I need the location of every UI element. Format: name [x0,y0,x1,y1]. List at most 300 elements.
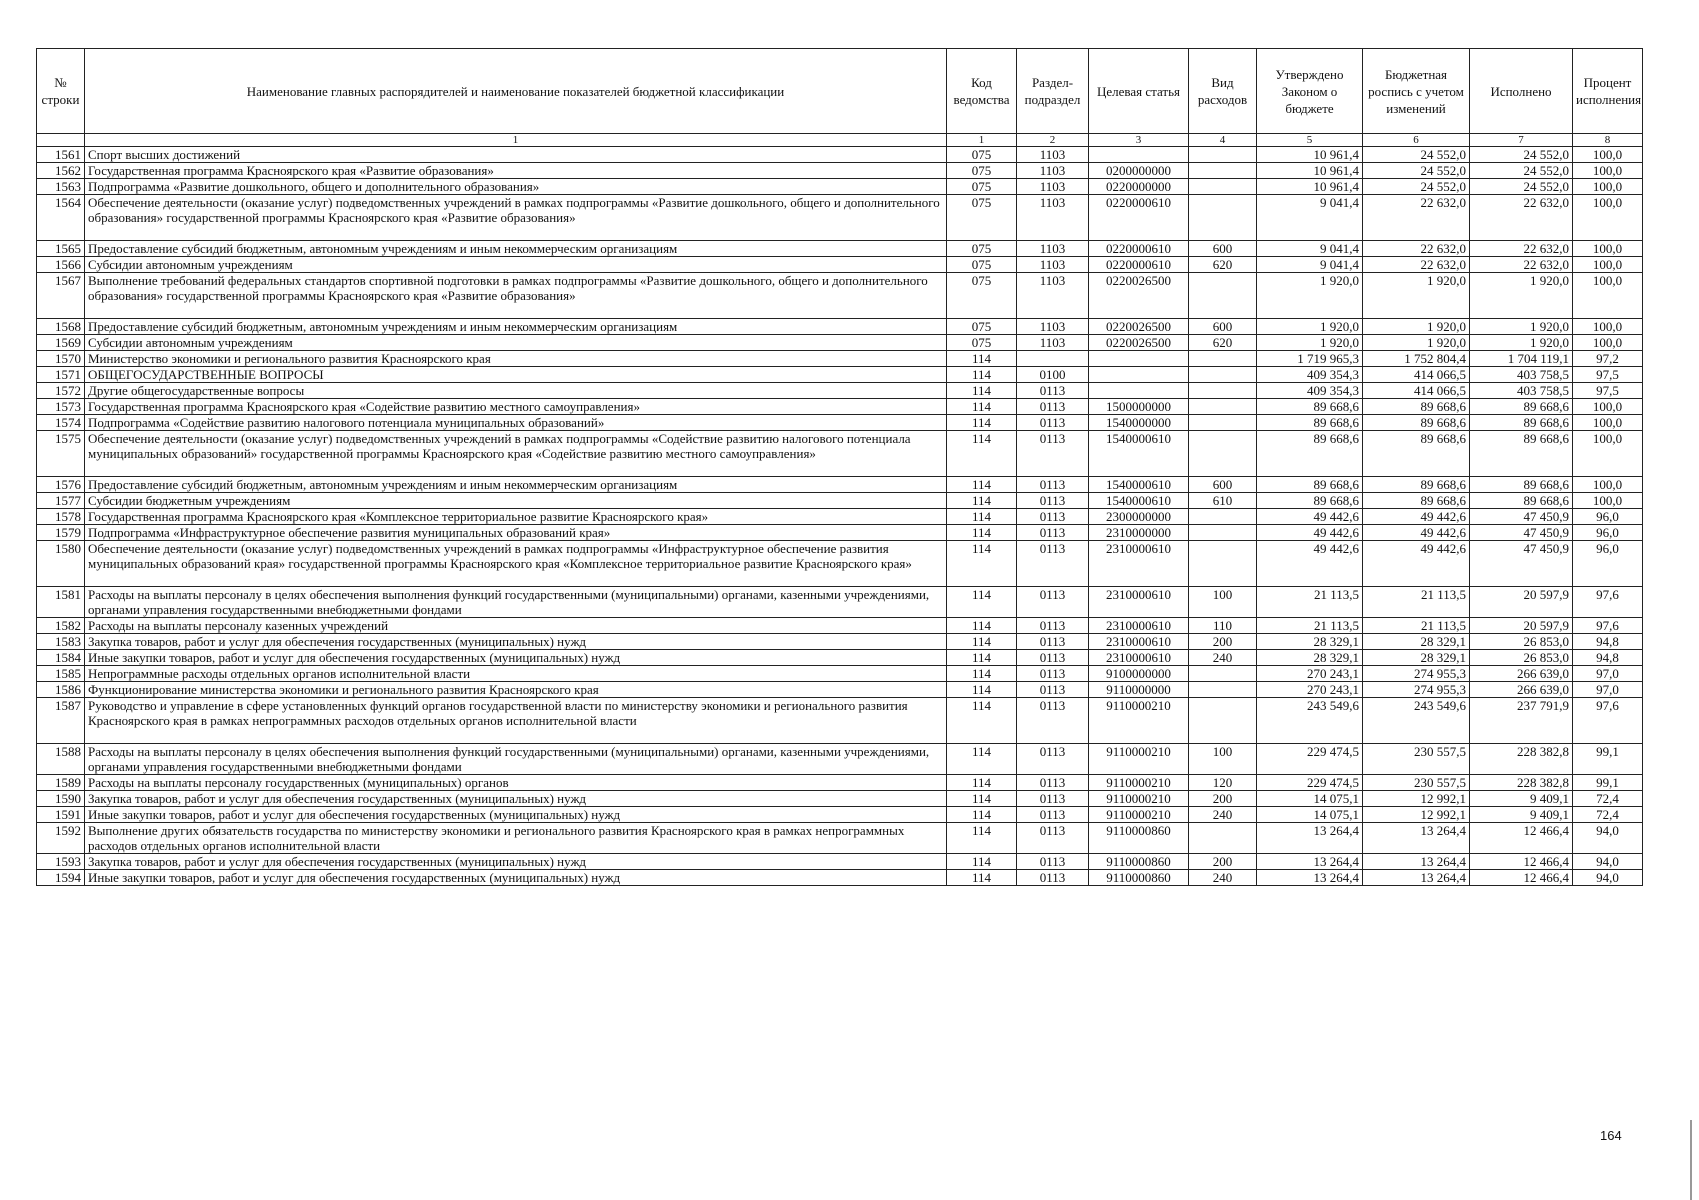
header-name: Наименование главных распорядителей и наименование показателей бюджетной классификации [85,49,947,134]
row-number: 1563 [37,179,85,195]
row-name: Иные закупки товаров, работ и услуг для обеспечения государственных (муниципальных) нужд [85,807,947,823]
section-code: 0113 [1017,493,1089,509]
row-name: Подпрограмма «Содействие развитию налогового потенциала муниципальных образований» [85,415,947,431]
dept-code: 114 [947,587,1017,618]
table-row [37,367,1643,383]
section-code: 0113 [1017,477,1089,493]
expense-type [1189,147,1257,163]
schedule-amount: 12 992,1 [1363,807,1470,823]
section-code: 0113 [1017,587,1089,618]
dept-code: 114 [947,791,1017,807]
index-cell: 3 [1089,134,1189,147]
section-code: 0113 [1017,807,1089,823]
approved-amount: 21 113,5 [1257,587,1363,618]
schedule-amount: 49 442,6 [1363,525,1470,541]
table-row [37,163,1643,179]
target-article: 9110000210 [1089,698,1189,744]
row-name: Расходы на выплаты персоналу в целях обеспечения выполнения функций государственными (муниципальными) органами, казенными учреждениями, органами управления государственными внебюджетными фондами [85,744,947,775]
table-row [37,319,1643,335]
approved-amount: 270 243,1 [1257,666,1363,682]
target-article: 9110000860 [1089,870,1189,886]
target-article [1089,367,1189,383]
table-row [37,431,1643,477]
executed-amount: 228 382,8 [1470,775,1573,791]
table-header-row [37,49,1643,134]
section-code: 0113 [1017,399,1089,415]
schedule-amount: 24 552,0 [1363,147,1470,163]
target-article: 9110000210 [1089,791,1189,807]
execution-percent: 96,0 [1573,541,1643,587]
row-number: 1566 [37,257,85,273]
section-code: 0113 [1017,854,1089,870]
execution-percent: 72,4 [1573,807,1643,823]
target-article: 0200000000 [1089,163,1189,179]
dept-code: 075 [947,147,1017,163]
expense-type: 600 [1189,241,1257,257]
executed-amount: 1 920,0 [1470,319,1573,335]
expense-type [1189,682,1257,698]
schedule-amount: 1 920,0 [1363,335,1470,351]
table-row [37,273,1643,319]
section-code: 0113 [1017,775,1089,791]
row-name: Расходы на выплаты персоналу в целях обеспечения выполнения функций государственными (муниципальными) органами, казенными учреждениями, органами управления государственными внебюджетными фондами [85,587,947,618]
dept-code: 114 [947,823,1017,854]
row-name: Другие общегосударственные вопросы [85,383,947,399]
row-number: 1587 [37,698,85,744]
section-code: 1103 [1017,241,1089,257]
target-article: 9110000210 [1089,775,1189,791]
expense-type: 110 [1189,618,1257,634]
executed-amount: 47 450,9 [1470,525,1573,541]
table-row [37,587,1643,618]
dept-code: 075 [947,241,1017,257]
header-approved: Утверждено Законом о бюджете [1257,49,1363,134]
row-name: Предоставление субсидий бюджетным, автономным учреждениям и иным некоммерческим организациям [85,477,947,493]
execution-percent: 100,0 [1573,319,1643,335]
section-code: 0113 [1017,618,1089,634]
schedule-amount: 24 552,0 [1363,163,1470,179]
expense-type: 200 [1189,634,1257,650]
target-article: 2310000610 [1089,634,1189,650]
schedule-amount: 274 955,3 [1363,682,1470,698]
row-number: 1589 [37,775,85,791]
execution-percent: 100,0 [1573,335,1643,351]
approved-amount: 28 329,1 [1257,650,1363,666]
execution-percent: 100,0 [1573,399,1643,415]
target-article: 2310000610 [1089,541,1189,587]
section-code: 0113 [1017,525,1089,541]
target-article: 1540000000 [1089,415,1189,431]
expense-type [1189,163,1257,179]
header-section: Раздел-подраздел [1017,49,1089,134]
table-row [37,257,1643,273]
target-article: 2310000000 [1089,525,1189,541]
execution-percent: 94,0 [1573,854,1643,870]
executed-amount: 24 552,0 [1470,179,1573,195]
section-code: 1103 [1017,195,1089,241]
section-code: 1103 [1017,319,1089,335]
schedule-amount: 22 632,0 [1363,195,1470,241]
index-cell: 1 [85,134,947,147]
section-code: 1103 [1017,163,1089,179]
table-row [37,698,1643,744]
dept-code: 114 [947,682,1017,698]
index-cell: 2 [1017,134,1089,147]
schedule-amount: 89 668,6 [1363,431,1470,477]
execution-percent: 100,0 [1573,241,1643,257]
executed-amount: 22 632,0 [1470,257,1573,273]
approved-amount: 13 264,4 [1257,823,1363,854]
approved-amount: 49 442,6 [1257,525,1363,541]
target-article: 9110000860 [1089,823,1189,854]
executed-amount: 403 758,5 [1470,383,1573,399]
approved-amount: 1 719 965,3 [1257,351,1363,367]
section-code: 0113 [1017,634,1089,650]
schedule-amount: 13 264,4 [1363,870,1470,886]
header-executed: Исполнено [1470,49,1573,134]
row-name: Обеспечение деятельности (оказание услуг) подведомственных учреждений в рамках подпрограммы «Развитие дошкольного, общего и дополнительного образования» государственной программы Красноярского края «Развитие образования» [85,195,947,241]
table-row [37,682,1643,698]
expense-type [1189,431,1257,477]
execution-percent: 100,0 [1573,147,1643,163]
schedule-amount: 21 113,5 [1363,587,1470,618]
expense-type [1189,273,1257,319]
target-article: 1540000610 [1089,431,1189,477]
executed-amount: 24 552,0 [1470,147,1573,163]
approved-amount: 1 920,0 [1257,273,1363,319]
executed-amount: 9 409,1 [1470,807,1573,823]
approved-amount: 270 243,1 [1257,682,1363,698]
schedule-amount: 89 668,6 [1363,493,1470,509]
section-code: 0113 [1017,650,1089,666]
schedule-amount: 28 329,1 [1363,650,1470,666]
header-expense-type: Вид расходов [1189,49,1257,134]
dept-code: 075 [947,179,1017,195]
section-code [1017,351,1089,367]
table-row [37,477,1643,493]
schedule-amount: 22 632,0 [1363,257,1470,273]
execution-percent: 97,5 [1573,367,1643,383]
row-number: 1581 [37,587,85,618]
section-code: 1103 [1017,273,1089,319]
row-number: 1562 [37,163,85,179]
page-number: 164 [1600,1128,1622,1143]
row-name: Предоставление субсидий бюджетным, автономным учреждениям и иным некоммерческим организациям [85,241,947,257]
row-name: Выполнение требований федеральных стандартов спортивной подготовки в рамках подпрограммы «Развитие дошкольного, общего и дополнительного образования» государственной программы Красноярского края «Развитие образования» [85,273,947,319]
execution-percent: 100,0 [1573,179,1643,195]
budget-table [36,48,1643,886]
execution-percent: 97,6 [1573,698,1643,744]
approved-amount: 13 264,4 [1257,870,1363,886]
approved-amount: 49 442,6 [1257,541,1363,587]
approved-amount: 14 075,1 [1257,807,1363,823]
scan-edge-mark [1690,1120,1692,1200]
dept-code: 114 [947,493,1017,509]
execution-percent: 100,0 [1573,415,1643,431]
executed-amount: 1 920,0 [1470,335,1573,351]
row-number: 1590 [37,791,85,807]
approved-amount: 229 474,5 [1257,775,1363,791]
expense-type: 600 [1189,319,1257,335]
section-code: 1103 [1017,147,1089,163]
dept-code: 114 [947,351,1017,367]
row-name: Подпрограмма «Инфраструктурное обеспечение развития муниципальных образований края» [85,525,947,541]
table-row [37,241,1643,257]
section-code: 0113 [1017,744,1089,775]
table-row [37,634,1643,650]
table-row [37,618,1643,634]
execution-percent: 99,1 [1573,744,1643,775]
section-code: 0113 [1017,682,1089,698]
row-name: Иные закупки товаров, работ и услуг для обеспечения государственных (муниципальных) нужд [85,650,947,666]
header-target-article: Целевая статья [1089,49,1189,134]
expense-type: 120 [1189,775,1257,791]
row-number: 1567 [37,273,85,319]
expense-type [1189,666,1257,682]
approved-amount: 89 668,6 [1257,477,1363,493]
row-name: Закупка товаров, работ и услуг для обеспечения государственных (муниципальных) нужд [85,634,947,650]
execution-percent: 94,8 [1573,634,1643,650]
expense-type: 240 [1189,650,1257,666]
table-row [37,525,1643,541]
target-article: 2310000610 [1089,618,1189,634]
schedule-amount: 274 955,3 [1363,666,1470,682]
target-article: 1540000610 [1089,493,1189,509]
execution-percent: 97,6 [1573,587,1643,618]
execution-percent: 96,0 [1573,525,1643,541]
schedule-amount: 21 113,5 [1363,618,1470,634]
execution-percent: 100,0 [1573,431,1643,477]
expense-type [1189,367,1257,383]
row-name: Расходы на выплаты персоналу казенных учреждений [85,618,947,634]
table-row [37,744,1643,775]
index-cell: 6 [1363,134,1470,147]
executed-amount: 22 632,0 [1470,195,1573,241]
dept-code: 114 [947,870,1017,886]
target-article: 0220026500 [1089,335,1189,351]
header-percent: Процент исполнения [1573,49,1643,134]
section-code: 0113 [1017,383,1089,399]
table-row [37,509,1643,525]
executed-amount: 12 466,4 [1470,870,1573,886]
table-row [37,854,1643,870]
table-row [37,493,1643,509]
dept-code: 114 [947,854,1017,870]
dept-code: 114 [947,698,1017,744]
expense-type: 620 [1189,257,1257,273]
target-article: 0220000610 [1089,241,1189,257]
approved-amount: 49 442,6 [1257,509,1363,525]
expense-type: 240 [1189,807,1257,823]
row-number: 1580 [37,541,85,587]
table-row [37,541,1643,587]
index-cell: 7 [1470,134,1573,147]
executed-amount: 20 597,9 [1470,587,1573,618]
section-code: 0100 [1017,367,1089,383]
expense-type [1189,698,1257,744]
approved-amount: 9 041,4 [1257,257,1363,273]
executed-amount: 24 552,0 [1470,163,1573,179]
table-row [37,775,1643,791]
dept-code: 114 [947,744,1017,775]
target-article: 9100000000 [1089,666,1189,682]
approved-amount: 28 329,1 [1257,634,1363,650]
dept-code: 114 [947,477,1017,493]
section-code: 0113 [1017,666,1089,682]
approved-amount: 1 920,0 [1257,335,1363,351]
row-number: 1588 [37,744,85,775]
executed-amount: 89 668,6 [1470,415,1573,431]
schedule-amount: 13 264,4 [1363,823,1470,854]
dept-code: 075 [947,195,1017,241]
row-name: Расходы на выплаты персоналу государственных (муниципальных) органов [85,775,947,791]
approved-amount: 229 474,5 [1257,744,1363,775]
executed-amount: 266 639,0 [1470,666,1573,682]
execution-percent: 100,0 [1573,163,1643,179]
row-number: 1565 [37,241,85,257]
dept-code: 075 [947,319,1017,335]
row-name: Непрограммные расходы отдельных органов исполнительной власти [85,666,947,682]
expense-type: 600 [1189,477,1257,493]
dept-code: 114 [947,807,1017,823]
target-article: 1500000000 [1089,399,1189,415]
section-code: 0113 [1017,870,1089,886]
approved-amount: 89 668,6 [1257,431,1363,477]
index-cell: 1 [947,134,1017,147]
schedule-amount: 1 920,0 [1363,273,1470,319]
row-number: 1583 [37,634,85,650]
row-name: Государственная программа Красноярского края «Содействие развитию местного самоуправления» [85,399,947,415]
approved-amount: 409 354,3 [1257,383,1363,399]
schedule-amount: 230 557,5 [1363,775,1470,791]
header-schedule: Бюджетная роспись с учетом изменений [1363,49,1470,134]
row-number: 1569 [37,335,85,351]
row-number: 1572 [37,383,85,399]
table-row [37,823,1643,854]
expense-type [1189,541,1257,587]
table-row [37,195,1643,241]
executed-amount: 266 639,0 [1470,682,1573,698]
row-name: Обеспечение деятельности (оказание услуг) подведомственных учреждений в рамках подпрограммы «Инфраструктурное обеспечение развития муниципальных образований края» государственной программы Красноярского края «Комплексное территориальное развитие Красноярского края» [85,541,947,587]
row-number: 1564 [37,195,85,241]
schedule-amount: 414 066,5 [1363,383,1470,399]
row-name: Субсидии бюджетным учреждениям [85,493,947,509]
executed-amount: 237 791,9 [1470,698,1573,744]
row-name: Закупка товаров, работ и услуг для обеспечения государственных (муниципальных) нужд [85,791,947,807]
dept-code: 075 [947,335,1017,351]
schedule-amount: 1 920,0 [1363,319,1470,335]
approved-amount: 10 961,4 [1257,147,1363,163]
row-name: ОБЩЕГОСУДАРСТВЕННЫЕ ВОПРОСЫ [85,367,947,383]
expense-type [1189,525,1257,541]
row-name: Обеспечение деятельности (оказание услуг) подведомственных учреждений в рамках подпрограммы «Содействие развитию налогового потенциала муниципальных образований» государственной программы Красноярского края «Содействие развитию местного самоуправления» [85,431,947,477]
target-article: 0220026500 [1089,273,1189,319]
expense-type [1189,195,1257,241]
row-number: 1584 [37,650,85,666]
target-article: 2310000610 [1089,587,1189,618]
approved-amount: 409 354,3 [1257,367,1363,383]
target-article: 0220000610 [1089,195,1189,241]
execution-percent: 100,0 [1573,493,1643,509]
row-name: Подпрограмма «Развитие дошкольного, общего и дополнительного образования» [85,179,947,195]
executed-amount: 89 668,6 [1470,399,1573,415]
section-code: 0113 [1017,415,1089,431]
dept-code: 114 [947,666,1017,682]
schedule-amount: 28 329,1 [1363,634,1470,650]
row-number: 1582 [37,618,85,634]
expense-type: 240 [1189,870,1257,886]
target-article: 2310000610 [1089,650,1189,666]
execution-percent: 100,0 [1573,477,1643,493]
target-article: 0220000000 [1089,179,1189,195]
executed-amount: 12 466,4 [1470,854,1573,870]
expense-type: 100 [1189,744,1257,775]
schedule-amount: 1 752 804,4 [1363,351,1470,367]
execution-percent: 72,4 [1573,791,1643,807]
row-name: Руководство и управление в сфере установленных функций органов государственной власти по министерству экономики и регионального развития Красноярского края в рамках непрограммных расходов отдельных органов исполнительной власти [85,698,947,744]
row-number: 1568 [37,319,85,335]
target-article: 9110000210 [1089,744,1189,775]
executed-amount: 26 853,0 [1470,650,1573,666]
expense-type: 200 [1189,854,1257,870]
section-code: 0113 [1017,698,1089,744]
schedule-amount: 243 549,6 [1363,698,1470,744]
row-name: Государственная программа Красноярского края «Комплексное территориальное развитие Красноярского края» [85,509,947,525]
expense-type: 620 [1189,335,1257,351]
dept-code: 114 [947,618,1017,634]
row-number: 1571 [37,367,85,383]
row-number: 1593 [37,854,85,870]
table-row [37,351,1643,367]
schedule-amount: 49 442,6 [1363,541,1470,587]
row-name: Субсидии автономным учреждениям [85,257,947,273]
executed-amount: 47 450,9 [1470,509,1573,525]
executed-amount: 26 853,0 [1470,634,1573,650]
row-number: 1574 [37,415,85,431]
executed-amount: 89 668,6 [1470,477,1573,493]
section-code: 0113 [1017,541,1089,587]
row-number: 1586 [37,682,85,698]
index-cell: 4 [1189,134,1257,147]
expense-type [1189,383,1257,399]
execution-percent: 97,0 [1573,682,1643,698]
approved-amount: 9 041,4 [1257,195,1363,241]
dept-code: 114 [947,431,1017,477]
approved-amount: 13 264,4 [1257,854,1363,870]
dept-code: 114 [947,399,1017,415]
execution-percent: 99,1 [1573,775,1643,791]
executed-amount: 1 704 119,1 [1470,351,1573,367]
executed-amount: 403 758,5 [1470,367,1573,383]
approved-amount: 89 668,6 [1257,493,1363,509]
schedule-amount: 22 632,0 [1363,241,1470,257]
executed-amount: 47 450,9 [1470,541,1573,587]
table-row [37,147,1643,163]
table-body [37,147,1643,886]
dept-code: 114 [947,415,1017,431]
approved-amount: 10 961,4 [1257,179,1363,195]
executed-amount: 9 409,1 [1470,791,1573,807]
approved-amount: 89 668,6 [1257,415,1363,431]
approved-amount: 9 041,4 [1257,241,1363,257]
row-name: Закупка товаров, работ и услуг для обеспечения государственных (муниципальных) нужд [85,854,947,870]
row-number: 1570 [37,351,85,367]
target-article [1089,147,1189,163]
schedule-amount: 414 066,5 [1363,367,1470,383]
approved-amount: 243 549,6 [1257,698,1363,744]
expense-type [1189,509,1257,525]
expense-type [1189,823,1257,854]
